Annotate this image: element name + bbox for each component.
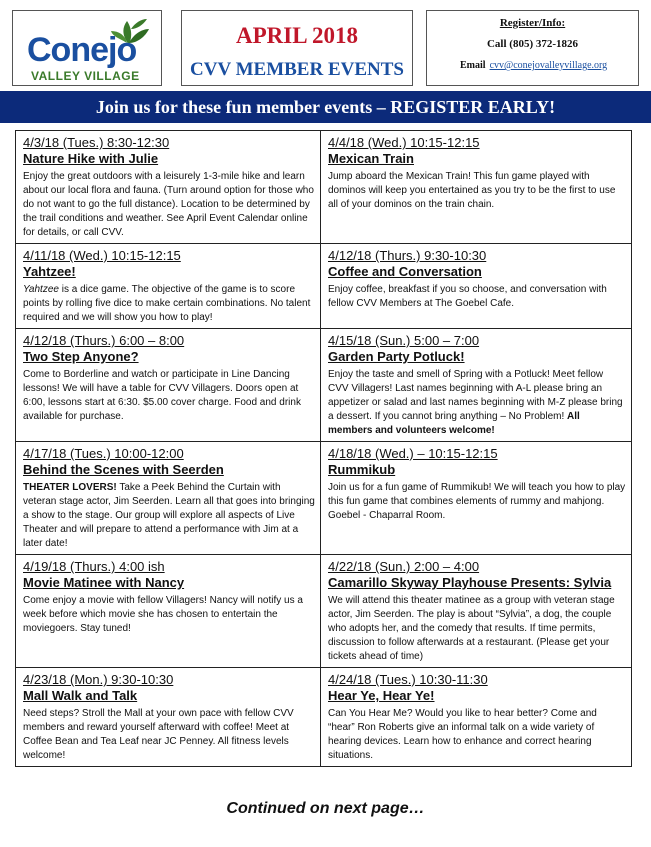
event-date: 4/3/18 (Tues.) 8:30-12:30	[23, 135, 170, 150]
event-description: Jump aboard the Mexican Train! This fun game played with dominos will keep you entertained as you try to be the first to use all of your dominos on the train chain.	[328, 171, 616, 210]
event-description: We will attend this theater matinee as a group with veteran stage actor, Jim Seerden. The play is about “Sylvia”, a dog, the couple who adopts her, and the comedy that results. If time permits, discussion to follow afterwards at a restaurant. (Please get your tickets ahead of time)	[328, 595, 615, 662]
event-title: Yahtzee!	[23, 264, 76, 279]
event-title: Camarillo Skyway Playhouse Presents: Sylvia	[328, 575, 612, 590]
event-title: Behind the Scenes with Seerden	[23, 462, 224, 477]
logo	[12, 10, 162, 86]
event-location: Goebel - Chaparral Room.	[328, 510, 446, 521]
event-description-text: Join us for a fun game of Rummikub! We will teach you how to play this fun game that combines elements of rummy and mahjong.	[328, 482, 626, 507]
event-date: 4/12/18 (Thurs.) 9:30-10:30	[328, 248, 487, 263]
event-description-emphasis: Yahtzee	[23, 284, 59, 295]
event-description	[23, 481, 315, 551]
event-title: Coffee and Conversation	[328, 264, 482, 279]
title-block	[181, 10, 413, 86]
email-link[interactable]: cvv@conejovalleyvillage.org	[489, 60, 608, 71]
event-cell	[321, 329, 631, 442]
event-title: Garden Party Potluck!	[328, 349, 465, 364]
event-description: Come enjoy a movie with fellow Villagers! Nancy will notify us a week before which movie she has chosen to entertain the moviegoers. Stay tuned!	[23, 595, 303, 634]
continued-note: Continued on next page…	[226, 800, 425, 817]
event-description	[328, 481, 626, 523]
event-title: Nature Hike with Julie	[23, 151, 159, 166]
event-title: Mexican Train	[328, 151, 414, 166]
event-title: Two Step Anyone?	[23, 349, 139, 364]
event-cell	[321, 668, 631, 766]
event-description: Enjoy coffee, breakfast if you so choose, and conversation with fellow CVV Members at The Goebel Cafe.	[328, 284, 607, 309]
event-cell	[321, 131, 631, 244]
event-title: Mall Walk and Talk	[23, 688, 138, 703]
page-title: APRIL 2018	[235, 23, 359, 48]
event-cell	[321, 442, 631, 555]
event-date: 4/11/18 (Wed.) 10:15-12:15	[23, 248, 181, 263]
logo-subtitle: VALLEY VILLAGE	[31, 69, 140, 83]
event-description: Come to Borderline and watch or participate in Line Dancing lessons! We will have a table for CVV Villagers. Doors open at 6:00, lessons start at 6:30. $5.00 cover charge. Food and drink available for purchase.	[23, 369, 301, 422]
event-date: 4/19/18 (Thurs.) 4:00 ish	[23, 559, 165, 574]
event-date: 4/15/18 (Sun.) 5:00 – 7:00	[328, 333, 480, 348]
event-date: 4/18/18 (Wed.) – 10:15-12:15	[328, 446, 498, 461]
phone-number: Call (805) 372-1826	[486, 38, 579, 50]
event-title: Rummikub	[328, 462, 396, 477]
event-description-bold: All members and volunteers welcome!	[328, 411, 580, 436]
event-cell	[16, 244, 321, 329]
event-date: 4/12/18 (Thurs.) 6:00 – 8:00	[23, 333, 185, 348]
event-description-text: is a dice game. The objective of the game is to score points by rolling five dice to make certain combinations. No talent required and we will show you how to play!	[23, 284, 311, 323]
event-date: 4/4/18 (Wed.) 10:15-12:15	[328, 135, 480, 150]
banner: Join us for these fun member events – REGISTER EARLY!	[0, 91, 651, 123]
event-title: Hear Ye, Hear Ye!	[328, 688, 435, 703]
logo-name: Conejo	[27, 31, 137, 69]
event-description: Enjoy the great outdoors with a leisurely 1-3-mile hike and learn about our local flora and fauna. (Turn around option for those who do not want to go the full distance). Location to be determined by the trail conditions and weather. See April Event Calendar online for details, or call CVV.	[23, 171, 314, 238]
event-cell	[16, 131, 321, 244]
event-date: 4/23/18 (Mon.) 9:30-10:30	[23, 672, 174, 687]
event-date: 4/17/18 (Tues.) 10:00-12:00	[23, 446, 184, 461]
event-title: Movie Matinee with Nancy	[23, 575, 185, 590]
event-description-bold: THEATER LOVERS!	[23, 482, 117, 493]
page-subtitle: CVV MEMBER EVENTS	[190, 59, 404, 80]
event-description	[328, 368, 626, 438]
event-date: 4/22/18 (Sun.) 2:00 – 4:00	[328, 559, 480, 574]
event-date: 4/24/18 (Tues.) 10:30-11:30	[328, 672, 488, 687]
event-description: Can You Hear Me? Would you like to hear better? Come and “hear” Ron Roberts give an informal talk on a wide variety of hearing devices. Learn how to enhance and correct hearing situations.	[328, 708, 597, 761]
event-description-text: Take a Peek Behind the Curtain with veteran stage actor, Jim Seerden. Learn all that goes into bringing a show to the stage. Our group will explore all aspects of Live Theater and will prepare to attend a performance with Jim at a later date!	[23, 482, 315, 549]
event-description	[23, 283, 315, 325]
event-cell	[321, 555, 631, 668]
email-label: Email	[460, 60, 486, 71]
event-cell	[16, 555, 321, 668]
events-grid	[15, 130, 632, 767]
event-cell	[16, 442, 321, 555]
event-cell	[321, 244, 631, 329]
event-cell	[16, 668, 321, 766]
event-description: Need steps? Stroll the Mall at your own pace with fellow CVV members and reward yourself afterward with coffee! Meet at Coffee Bean and Tea Leaf near JC Penney. All fitness levels welcome!	[23, 708, 294, 761]
email-line	[427, 60, 638, 71]
event-description-text: Enjoy the taste and smell of Spring with a Potluck! Meet fellow CVV Villagers! Last names beginning with A-L please bring an appetizer or salad and last names beginning with M-Z please bring a dessert. If you cannot bring anything – No Problem!	[328, 369, 623, 422]
event-cell	[16, 329, 321, 442]
register-info	[426, 10, 639, 86]
register-heading: Register/Info:	[499, 17, 566, 29]
